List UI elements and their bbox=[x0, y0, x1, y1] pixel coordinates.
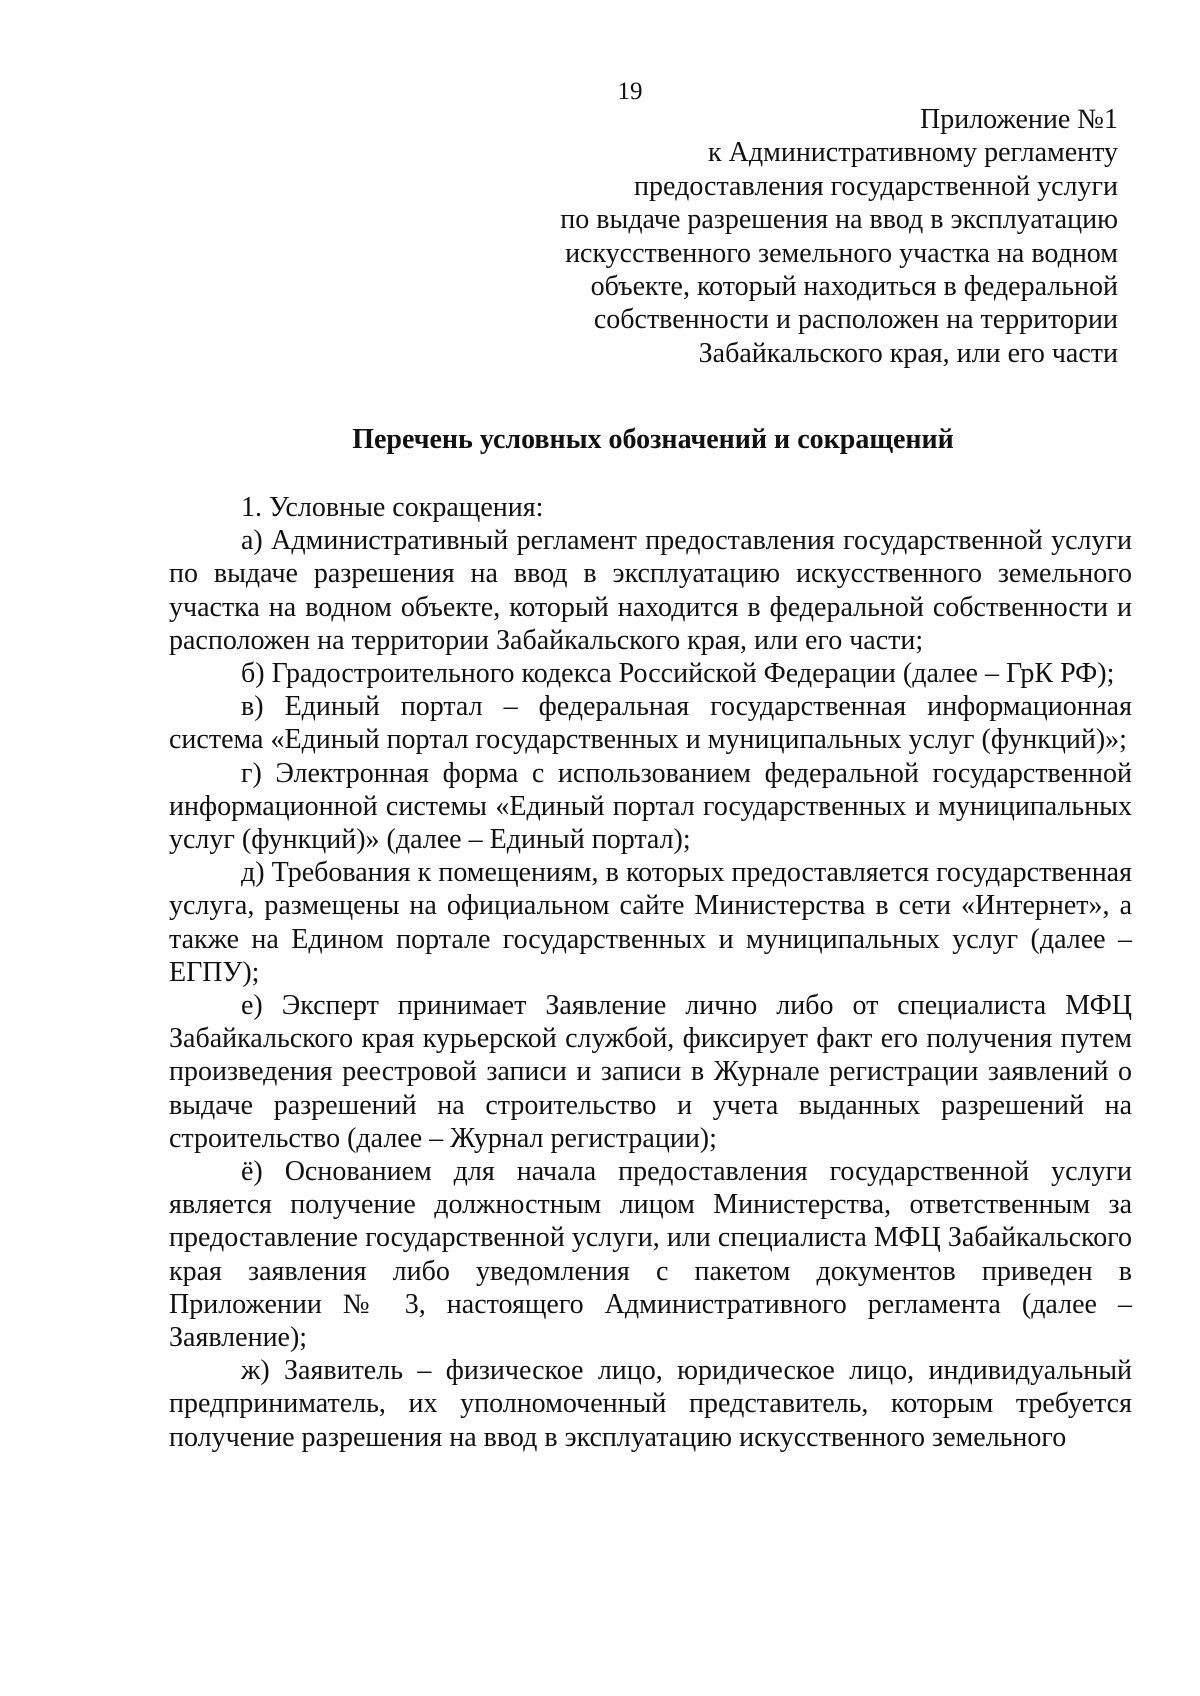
list-item-v: в) Единый портал – федеральная государственная информационная система «Единый портал государственных и муниципальных услуг (функций)»; bbox=[169, 691, 1132, 756]
appendix-line: Забайкальского края, или его части bbox=[698, 337, 1118, 369]
appendix-line: собственности и расположен на территории bbox=[593, 304, 1118, 336]
section-heading: 1. Условные сокращения: bbox=[241, 492, 544, 523]
list-item-e: е) Эксперт принимает Заявление лично либо от специалиста МФЦ Забайкальского края курьерской службой, фиксирует факт его получения путем произведения реестровой записи и записи в Журнале регистрации заявлений о выдаче разрешений на строительство и учета выданных разрешений на строительство (далее – Журнал регистрации); bbox=[169, 990, 1132, 1154]
list-item-b: б) Градостроительного кодекса Российской Федерации (далее – ГрК РФ); bbox=[241, 658, 1115, 690]
appendix-line: объекте, который находиться в федеральной bbox=[590, 271, 1118, 303]
appendix-line: Приложение №1 bbox=[920, 104, 1118, 135]
appendix-header bbox=[478, 103, 1118, 370]
page-number: 19 bbox=[617, 78, 643, 105]
list-item-d: д) Требования к помещениям, в которых предоставляется государственная услуга, размещены на официальном сайте Министерства в сети «Интернет», а также на Едином портале государственных и муниципальных услуг (далее – ЕГПУ); bbox=[169, 857, 1132, 988]
appendix-line: к Административному регламенту bbox=[708, 137, 1118, 169]
document-title: Перечень условных обозначений и сокращений bbox=[352, 424, 954, 455]
list-item-yo: ё) Основанием для начала предоставления государственной услуги является получение должностным лицом Министерства, ответственным за предоставление государственной услуги, или специалиста МФЦ Забайкальского края заявления либо уведомления с пакетом документов приведен в Приложении № 3, настоящего Административного регламента (далее – Заявление); bbox=[169, 1156, 1132, 1354]
list-item-a: а) Административный регламент предоставления государственной услуги по выдаче разрешения на ввод в эксплуатацию искусственного земельного участка на водном объекте, который находится в федеральной собственности и расположен на территории Забайкальского края, или его части; bbox=[169, 525, 1132, 656]
appendix-line: искусственного земельного участка на водном bbox=[565, 237, 1118, 269]
appendix-line: по выдаче разрешения на ввод в эксплуатацию bbox=[560, 204, 1118, 236]
list-item-g: г) Электронная форма с использованием федеральной государственной информационной системы «Единый портал государственных и муниципальных услуг (функций)» (далее – Единый портал); bbox=[169, 757, 1132, 856]
appendix-line: предоставления государственной услуги bbox=[634, 170, 1118, 202]
list-item-zh: ж) Заявитель – физическое лицо, юридическое лицо, индивидуальный предприниматель, их уполномоченный представитель, которым требуется получение разрешения на ввод в эксплуатацию искусственного земельного bbox=[169, 1355, 1132, 1453]
document-body bbox=[169, 491, 1132, 1454]
